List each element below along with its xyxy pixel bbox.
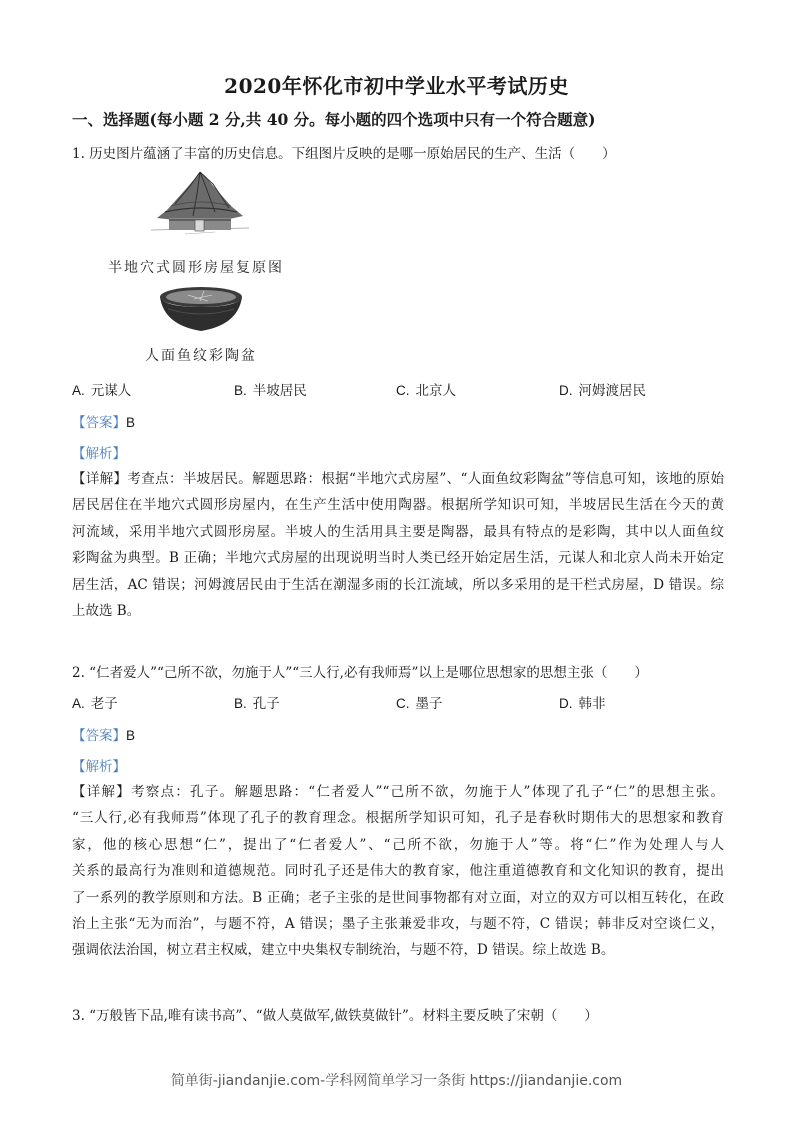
question-2-detail: 【详解】考察点：孔子。解题思路：“仁者爱人”“己所不欲，勿施于人”体现了孔子“仁”的思想主张。 “三人行,必有我师焉”体现了孔子的教育理念。根据所学知识可知，孔子是春秋时期伟大的思想家和教育 家，他的核心思想“仁”，提出了“仁者爱人”、“己所不欲，勿施于人”等。将“仁”作为处理人与人 关系的最高行为准则和道德规范。同时孔子还是伟大的教育家，他注重道德教育和文化知识的教育，提出 了一系列的教学原则和方法。B 正确；老子主张的是世间事物都有对立面，对立的双方可以相互转化，在政 治上主张“无为而治”，与题不符，A 错误；墨子主张兼爱非攻，与题不符，C 错误；韩非反对空谈仁义， 强调依法治国，树立君主权威，建立中央集权专制统治，与题不符，D 错误。综上故选 B。 bbox=[72, 784, 724, 959]
question-1-answer bbox=[72, 411, 722, 431]
question-3-stem: 3. “万般皆下品,唯有读书高”、“做人莫做军,做铁莫做针”。材料主要反映了宋朝（ ） bbox=[72, 1008, 598, 1024]
question-1-analysis-label: 【解析】 bbox=[72, 446, 126, 462]
option-b[interactable]: B. 孔子 bbox=[234, 696, 280, 712]
answer-value: B bbox=[126, 415, 136, 430]
bowl-caption: 人面鱼纹彩陶盆 bbox=[145, 348, 257, 364]
question-2-analysis-label: 【解析】 bbox=[72, 759, 126, 775]
option-d[interactable]: D. 韩非 bbox=[559, 696, 606, 712]
option-c[interactable]: C. 墨子 bbox=[396, 696, 443, 712]
question-2-stem: 2. “仁者爱人”“己所不欲，勿施于人”“三人行,必有我师焉”以上是哪位思想家的思想主张（ ） bbox=[72, 665, 648, 681]
question-1-detail: 【详解】考查点：半坡居民。解题思路：根据“半地穴式房屋”、“人面鱼纹彩陶盆”等信息可知，该地的原始 居民居住在半地穴式圆形房屋内，在生产生活中使用陶器。根据所学知识可知，半坡居民生活在今天的黄 河流域，采用半地穴式圆形房屋。半坡人的生活用具主要是陶器，最具有特点的是彩陶，其中以人面鱼纹 彩陶盆为典型。B 正确；半地穴式房屋的出现说明当时人类已经开始定居生活，元谋人和北京人尚未开始定 居生活，AC 错误；河姆渡居民由于生活在潮湿多雨的长江流域，所以多采用的是干栏式房屋，D 错误。综 上故选 B。 bbox=[72, 471, 724, 620]
option-d[interactable]: D. 河姆渡居民 bbox=[559, 383, 646, 399]
option-a[interactable]: A. 老子 bbox=[72, 696, 118, 712]
answer-label: 【答案】 bbox=[72, 728, 126, 744]
thatched-hut-image bbox=[145, 168, 255, 248]
question-1-stem: 1. 历史图片蕴涵了丰富的历史信息。下组图片反映的是哪一原始居民的生产、生活（ ） bbox=[72, 146, 616, 162]
page-footer-watermark: 简单街-jiandanjie.com-学科网简单学习一条街 https://jiandanjie.com bbox=[170, 1073, 623, 1089]
option-a[interactable]: A. 元谋人 bbox=[72, 383, 132, 399]
option-b[interactable]: B. 半坡居民 bbox=[234, 383, 307, 399]
answer-label: 【答案】 bbox=[72, 415, 126, 431]
answer-value: B bbox=[126, 728, 136, 743]
page-title: 2020年怀化市初中学业水平考试历史 bbox=[224, 74, 569, 98]
question-2-answer bbox=[72, 724, 722, 744]
painted-pottery-bowl-image bbox=[158, 285, 244, 335]
hut-caption: 半地穴式圆形房屋复原图 bbox=[108, 260, 284, 276]
option-c[interactable]: C. 北京人 bbox=[396, 383, 456, 399]
section-heading: 一、选择题(每小题 2 分,共 40 分。每小题的四个选项中只有一个符合题意) bbox=[72, 110, 596, 129]
